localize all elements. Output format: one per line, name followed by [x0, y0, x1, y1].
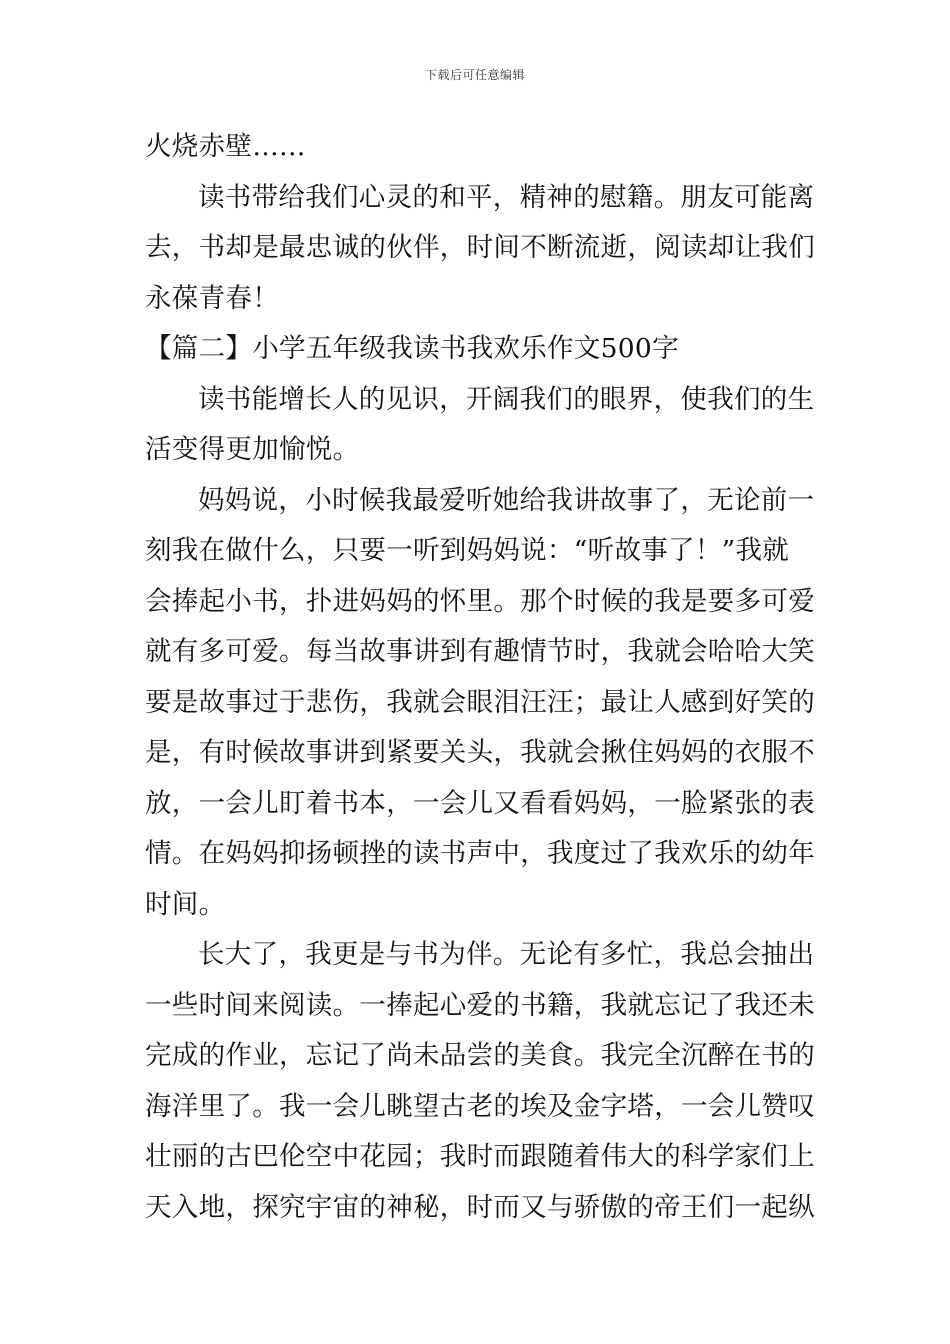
text-line: 天入地，探究宇宙的神秘，时而又与骄傲的帝王们一起纵 [145, 1191, 815, 1223]
paragraph-start-line: 读书能增长人的见识，开阔我们的眼界，使我们的生 [198, 383, 815, 415]
text-line: 完成的作业，忘记了尚未品尝的美食。我完全沉醉在书的 [145, 1040, 815, 1071]
text-line: 永葆青春！ [145, 282, 279, 314]
text-line: 情。在妈妈抑扬顿挫的读书声中，我度过了我欢乐的幼年 [145, 838, 815, 869]
text-line: 去，书却是最忠诚的伙伴，时间不断流逝，阅读却让我们 [145, 232, 815, 263]
paragraph-start-line: 长大了，我更是与书为伴。无论有多忙，我总会抽出 [198, 939, 815, 970]
text-line: 会捧起小书，扑进妈妈的怀里。那个时候的我是要多可爱 [145, 585, 815, 617]
document-body [145, 122, 815, 1233]
text-line: 时间。 [145, 888, 226, 920]
text-line: 一些时间来阅读。一捧起心爱的书籍，我就忘记了我还未 [145, 989, 815, 1021]
text-line: 要是故事过于悲伤，我就会眼泪汪汪；最让人感到好笑的 [145, 686, 815, 718]
text-line: 火烧赤壁…… [145, 131, 306, 162]
text-line: 活变得更加愉悦。 [145, 434, 360, 465]
text-line: 就有多可爱。每当故事讲到有趣情节时，我就会哈哈大笑 [145, 636, 815, 667]
text-line: 放，一会儿盯着书本，一会儿又看看妈妈，一脸紧张的表 [145, 787, 815, 819]
section-heading: 【篇二】小学五年级我读书我欢乐作文500字 [145, 333, 679, 364]
header-note: 下载后可任意编辑 [424, 68, 525, 82]
text-line: 是，有时候故事讲到紧要关头，我就会揪住妈妈的衣服不 [145, 737, 815, 768]
text-line: 刻我在做什么，只要一听到妈妈说：“听故事了！”我就 [145, 535, 790, 566]
text-line: 海洋里了。我一会儿眺望古老的埃及金字塔，一会儿赞叹 [145, 1090, 815, 1122]
paragraph-start-line: 读书带给我们心灵的和平，精神的慰籍。朋友可能离 [198, 181, 815, 213]
paragraph-start-line: 妈妈说，小时候我最爱听她给我讲故事了，无论前一 [198, 484, 815, 516]
text-line: 壮丽的古巴伦空中花园；我时而跟随着伟大的科学家们上 [145, 1141, 815, 1172]
